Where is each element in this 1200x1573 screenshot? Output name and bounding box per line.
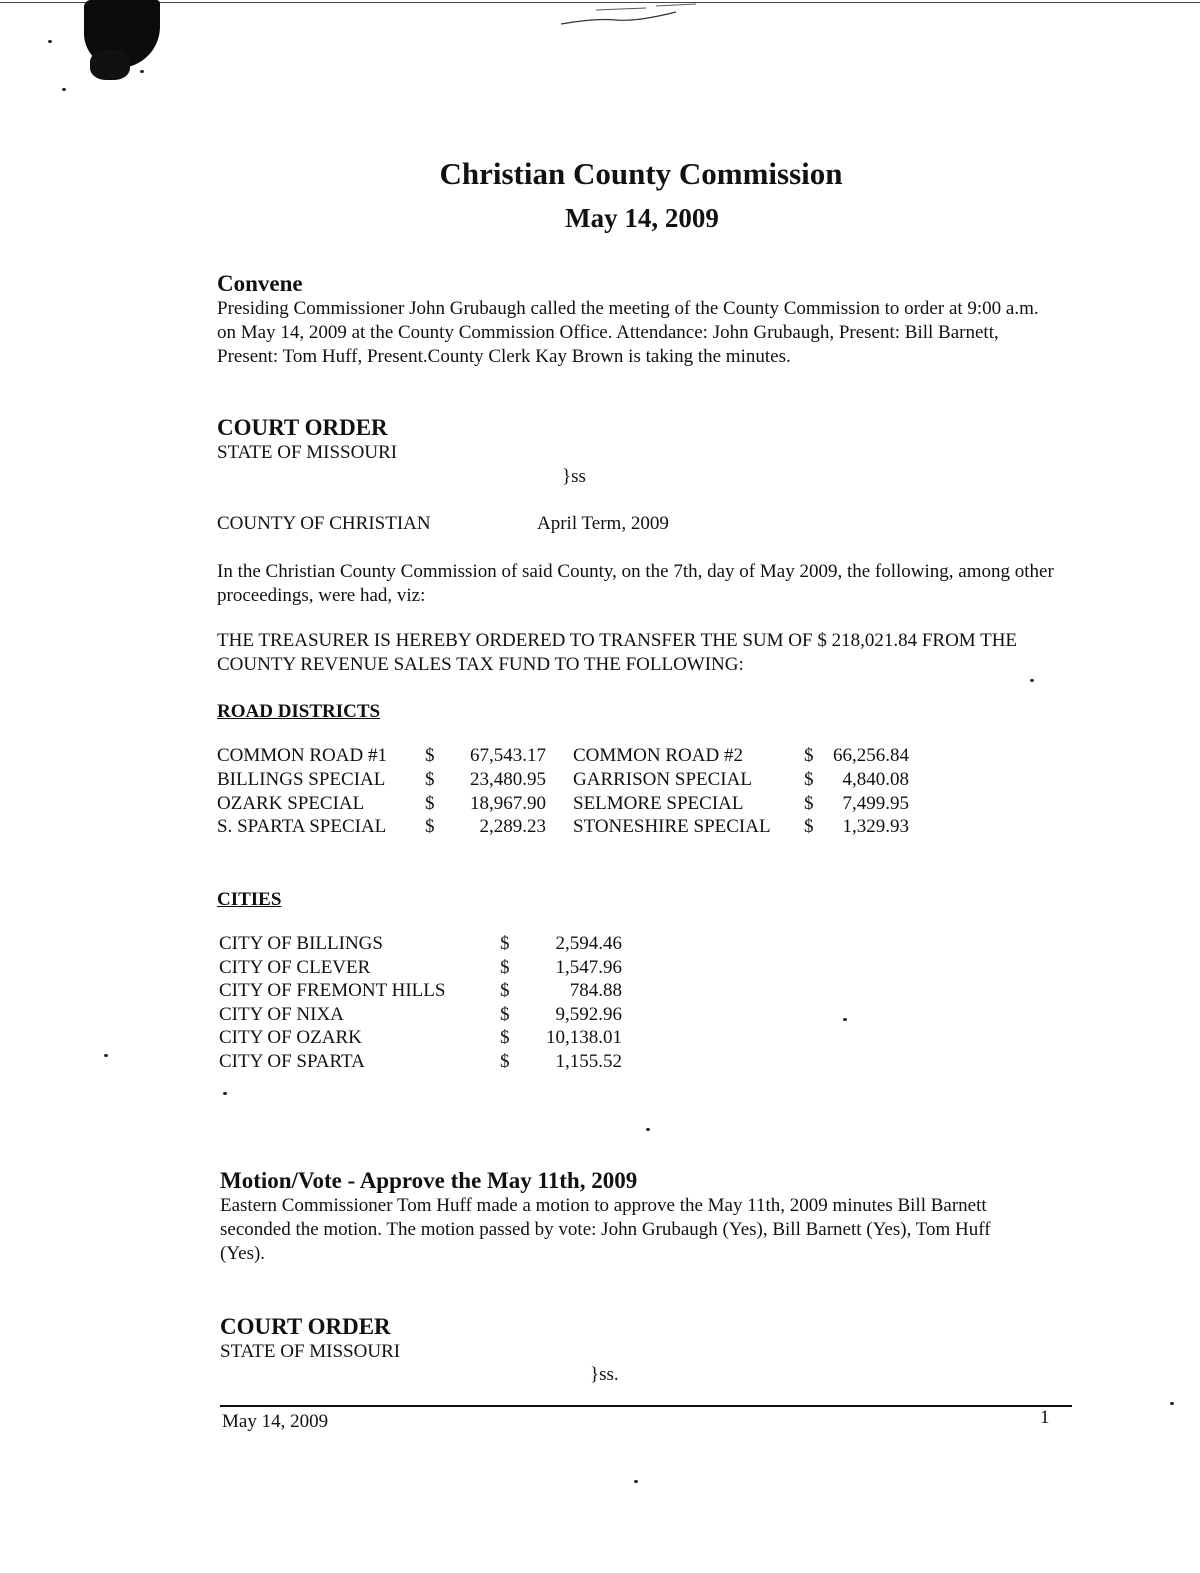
city-amount: 1,155.52 [555,1051,622,1072]
road-district-amount: 2,289.23 [479,816,546,837]
city-name: CITY OF NIXA [219,1003,344,1025]
road-district-amount: 66,256.84 [833,745,909,766]
scan-ink-blot [90,50,130,80]
road-district-amount: 18,967.90 [470,793,546,814]
city-name: CITY OF FREMONT HILLS [219,980,446,1002]
city-amount: 2,594.46 [555,933,622,954]
scan-speck [1030,679,1034,682]
scan-speck [1170,1402,1174,1405]
scan-speck [223,1092,227,1095]
scan-speck [48,40,52,43]
city-name: CITY OF CLEVER [219,956,371,978]
currency-symbol: $ [804,769,814,790]
treasurer-order: THE TREASURER IS HEREBY ORDERED TO TRANSFER THE SUM OF $ 218,021.84 FROM THE COUNTY REVENUE SALES TAX FUND TO THE FOLLOWING: [217,630,1018,675]
ss-mark: }ss [562,466,586,487]
court-order-heading-2: COURT ORDER [220,1314,391,1339]
document-title: Christian County Commission [439,156,843,191]
scan-speck [646,1128,650,1131]
road-district-name: STONESHIRE SPECIAL [573,816,771,837]
scan-speck [104,1054,108,1057]
city-amount: 10,138.01 [546,1027,622,1049]
currency-symbol: $ [500,1051,510,1072]
city-name: CITY OF OZARK [219,1027,362,1049]
scan-speck [634,1480,638,1483]
city-name: CITY OF BILLINGS [219,933,383,954]
state-label: STATE OF MISSOURI [217,442,398,463]
court-order-intro: In the Christian County Commission of said County, on the 7th, day of May 2009, the following, among other proceedings, were had, viz: [217,561,1054,606]
road-district-name: BILLINGS SPECIAL [217,769,386,790]
road-district-name: COMMON ROAD #2 [573,745,743,766]
currency-symbol: $ [425,769,435,790]
road-district-amount: 1,329.93 [842,816,909,837]
scan-speck [62,88,66,91]
page-number: 1 [1040,1407,1050,1428]
court-order-heading: COURT ORDER [217,415,388,440]
motion-text: Eastern Commissioner Tom Huff made a motion to approve the May 11th, 2009 minutes Bill Barnett seconded the motion. The motion passed by vote: John Grubaugh (Yes), Bill Barnett (Yes), Tom Huff (Yes). [220,1195,991,1264]
road-district-name: GARRISON SPECIAL [573,769,752,790]
scan-scribble [556,0,706,30]
currency-symbol: $ [804,816,814,837]
convene-heading: Convene [217,271,303,296]
road-district-name: OZARK SPECIAL [217,793,365,814]
currency-symbol: $ [500,980,510,1002]
scan-speck [843,1018,847,1021]
road-district-name: SELMORE SPECIAL [573,793,744,814]
city-amount: 784.88 [569,980,622,1002]
currency-symbol: $ [804,745,814,766]
currency-symbol: $ [425,816,435,837]
scan-speck [140,70,144,73]
currency-symbol: $ [425,793,435,814]
road-district-name: S. SPARTA SPECIAL [217,816,387,837]
road-district-amount: 7,499.95 [842,793,909,814]
currency-symbol: $ [500,956,510,978]
convene-text: Presiding Commissioner John Grubaugh called the meeting of the County Commission to order at 9:00 a.m. on May 14, 2009 at the County Commission Office. Attendance: John Grubaugh, Present: Bill Barnett, Present: Tom Huff, Present.County Clerk Kay Brown is taking the minutes. [217,298,1039,367]
footer-rule [220,1405,1072,1407]
county-label: COUNTY OF CHRISTIAN [217,513,431,534]
state-label-2: STATE OF MISSOURI [220,1341,401,1362]
ss-mark-2: }ss. [590,1364,619,1385]
currency-symbol: $ [425,745,435,766]
road-districts-heading: ROAD DISTRICTS [217,701,381,722]
city-amount: 9,592.96 [555,1003,622,1025]
currency-symbol: $ [500,1027,510,1049]
road-district-amount: 23,480.95 [470,769,546,790]
road-district-amount: 67,543.17 [470,745,546,766]
currency-symbol: $ [500,1003,510,1025]
currency-symbol: $ [500,933,510,954]
city-name: CITY OF SPARTA [219,1051,365,1072]
document-date: May 14, 2009 [565,203,719,233]
currency-symbol: $ [804,793,814,814]
road-district-name: COMMON ROAD #1 [217,745,387,766]
motion-heading: Motion/Vote - Approve the May 11th, 2009 [220,1168,638,1193]
road-district-amount: 4,840.08 [842,769,909,790]
city-amount: 1,547.96 [555,956,622,978]
footer-date: May 14, 2009 [222,1411,329,1432]
cities-heading: CITIES [217,889,282,910]
term-label: April Term, 2009 [537,513,669,534]
